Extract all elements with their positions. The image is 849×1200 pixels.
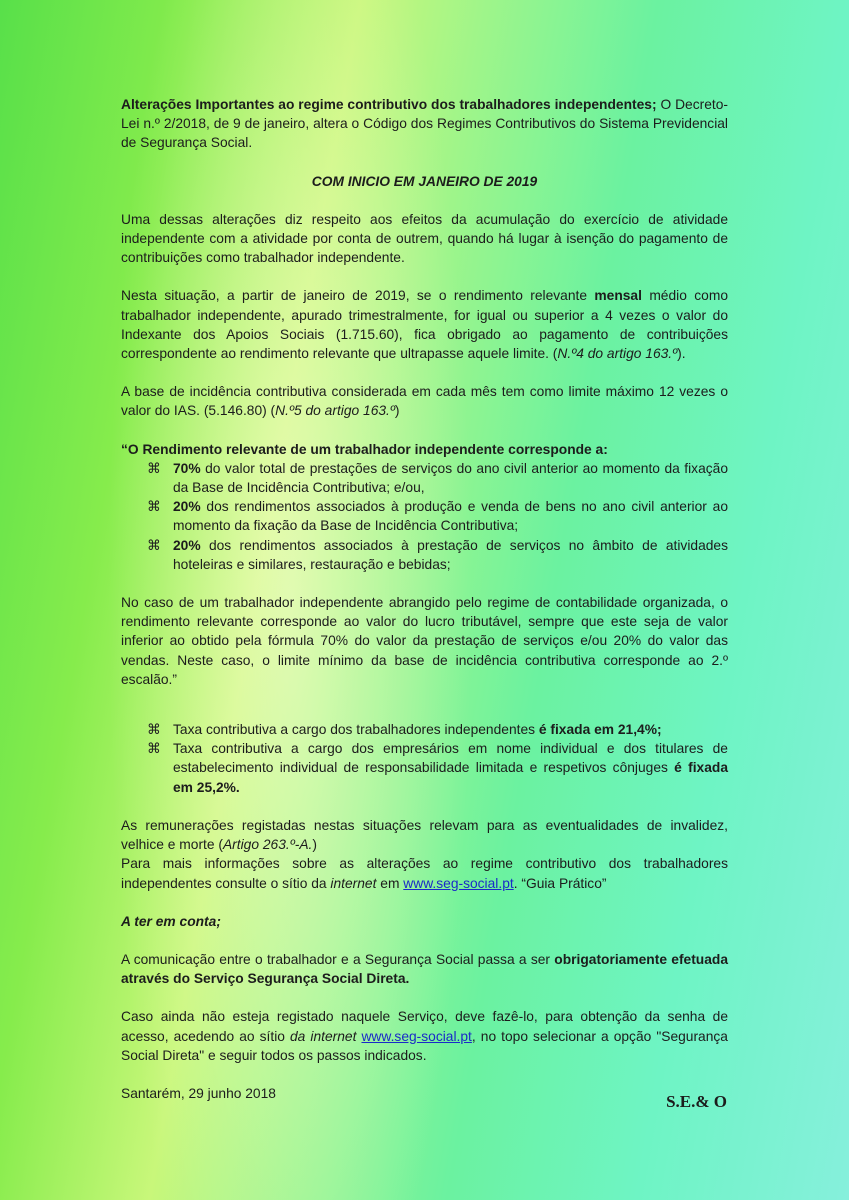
paragraph-more-info: Para mais informações sobre as alterações ao regime contributivo dos trabalhadores independentes consulte o sítio da internet em www.seg-social.pt. “Guia Prático” [121, 856, 728, 891]
paragraph-accumulation: Uma dessas alterações diz respeito aos efeitos da acumulação do exercício de atividade independente com a atividade por conta de outrem, quando há lugar à isenção do pagamento de contribuições como trabalhador independente. [121, 211, 728, 266]
list-item: ⌘ 20% dos rendimentos associados à produção e venda de bens no ano civil anterior ao momento da fixação da Base de Incidência Contributiva; [147, 498, 728, 534]
paragraph-communication: A comunicação entre o trabalhador e a Segurança Social passa a ser obrigatoriamente efetuada através do Serviço Segurança Social Direta. [121, 951, 729, 987]
list-item: ⌘ 20% dos rendimentos associados à prestação de serviços no âmbito de atividades hoteleiras e similares, restauração e bebidas; [147, 536, 728, 572]
seg-social-link[interactable]: www.seg-social.pt [403, 875, 514, 891]
paragraph-monthly-income: Nesta situação, a partir de janeiro de 2019, se o rendimento relevante mensal médio como trabalhador independente, apurado trimestralmente, for igual ou superior a 4 vezes o valor do Indexante dos Apoios Sociais (1.715.60), fica obrigado ao pagamento de contribuições correspondente ao rendimento relevante que ultrapasse aquele limite. (N.º4 do artigo 163.º). [121, 288, 728, 362]
document-body [121, 95, 728, 1103]
section-heading: COM INICIO EM JANEIRO DE 2019 [311, 173, 538, 189]
place-date: Santarém, 29 junho 2018 [121, 1085, 276, 1101]
bullet-icon: ⌘ [147, 721, 161, 738]
bullet-icon: ⌘ [147, 740, 161, 757]
contribution-rate-list [121, 720, 728, 797]
seg-social-link[interactable]: www.seg-social.pt [361, 1028, 472, 1044]
paragraph-organized-accounting: No caso de um trabalhador independente abrangido pelo regime de contabilidade organizada, o rendimento relevante corresponde ao valor do lucro tributável, sempre que este seja de valor inferior ao obtido pela fórmula 70% do valor da prestação de serviços e/ou 20% do valor das vendas. Neste caso, o limite mínimo da base de incidência contributiva corresponde ao 2.º escalão.” [121, 595, 728, 687]
paragraph-registration: Caso ainda não esteja registado naquele Serviço, deve fazê-lo, para obtenção da senha de acesso, acedendo ao sítio da internet www.seg-social.pt, no topo selecionar a opção "Segurança Social Direta" e seguir todos os passos indicados. [121, 1009, 728, 1063]
relevant-income-heading: “O Rendimento relevante de um trabalhador independente corresponde a: [121, 441, 608, 457]
paragraph-incidence-base: A base de incidência contributiva considerada em cada mês tem como limite máximo 12 vezes o valor do IAS. (5.146.80) (N.º5 do artigo 163.º) [121, 384, 728, 419]
list-item: ⌘ Taxa contributiva a cargo dos trabalhadores independentes é fixada em 21,4%; [121, 720, 728, 739]
paragraph-remunerations: As remunerações registadas nestas situações relevam para as eventualidades de invalidez, velhice e morte (Artigo 263.º-A.) [121, 817, 728, 853]
intro-text: O Decreto-Lei n.º 2/2018, de 9 de janeiro, altera o Código dos Regimes Contributivos do Sistema Previdencial de Segurança Social. [121, 97, 728, 151]
bullet-icon: ⌘ [147, 536, 161, 553]
note-heading: A ter em conta; [121, 913, 221, 929]
intro-paragraph [121, 95, 728, 153]
relevant-income-list [121, 459, 728, 574]
list-item: ⌘ 70% do valor total de prestações de serviços do ano civil anterior ao momento da fixação da Base de Incidência Contributiva; e/ou, [147, 459, 728, 496]
list-item: ⌘ Taxa contributiva a cargo dos empresários em nome individual e dos titulares de estabelecimento individual de responsabilidade limitada e respetivos cônjuges é fixada em 25,2%. [147, 740, 728, 795]
intro-title: Alterações Importantes ao regime contributivo dos trabalhadores independentes; [121, 97, 657, 112]
bullet-icon: ⌘ [147, 498, 161, 515]
bullet-icon: ⌘ [147, 459, 161, 476]
signature: S.E.& O [666, 1092, 727, 1111]
